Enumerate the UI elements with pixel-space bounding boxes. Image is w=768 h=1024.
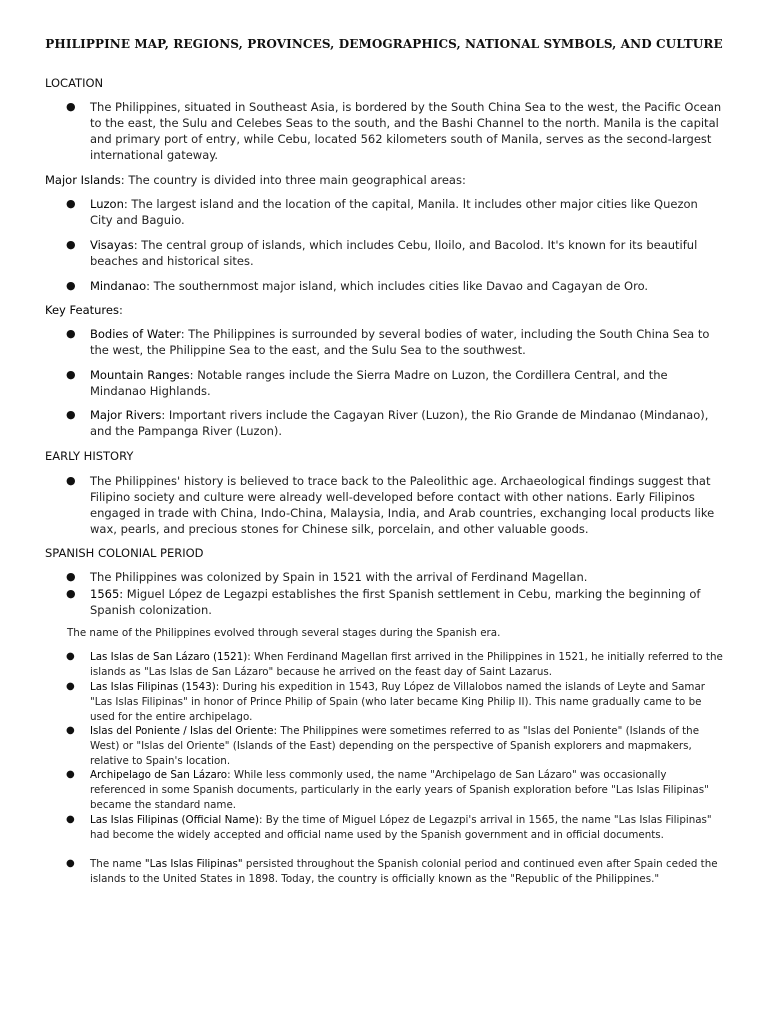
- bullet-icon: ●: [66, 279, 76, 292]
- bullet-text: : During his expedition in 1543, Ruy López de Villalobos named the islands of Leyte and Samar "Las Islas Filipinas" in honor of Prince Philip of Spain (who later became King Philip II). This name gradually came to be used for the entire archipelago.: [90, 681, 705, 723]
- list-item-official-name: [66, 813, 724, 843]
- document-title: PHILIPPINE MAP, REGIONS, PROVINCES, DEMOGRAPHICS, NATIONAL SYMBOLS, AND CULTURE: [45, 37, 723, 51]
- names-intro: The name of the Philippines evolved through several stages during the Spanish era.: [67, 627, 501, 639]
- list-item-mindanao: [66, 278, 724, 294]
- list-item-colonized: [66, 569, 724, 585]
- bullet-text: The Philippines' history is believed to trace back to the Paleolithic age. Archaeological findings suggest that Filipino society and culture were already well-developed before contact with other nations. Early Filipinos engaged in trade with China, Indo-China, Malaysia, India, and Arab countries, exchanging local products like wax, pearls, and precious stones for Chinese silk, porcelain, and other valuable goods.: [90, 474, 715, 536]
- bullet-text: : The central group of islands, which includes Cebu, Iloilo, and Bacolod. It's known for its beautiful beaches and historical sites.: [90, 238, 698, 268]
- bullet-icon: ●: [66, 651, 75, 662]
- bullet-icon: ●: [66, 474, 76, 487]
- key-features-text: :: [118, 303, 123, 317]
- list-item-mountain-ranges: [66, 367, 724, 399]
- term: Islas del Poniente / Islas del Oriente: [90, 725, 274, 737]
- term: "Las Islas Filipinas": [144, 858, 243, 870]
- bullet-text: : When Ferdinand Magellan first arrived in the Philippines in 1521, he initially referred to the islands as "Las Islas de San Lázaro" because he arrived on the feast day of Saint Lazarus.: [90, 651, 723, 678]
- bullet-text: Miguel López de Legazpi establishes the first Spanish settlement in Cebu, marking the beginning of Spanish colonization.: [90, 587, 701, 617]
- bullet-text: : The Philippines is surrounded by several bodies of water, including the South China Sea to the west, the Philippine Sea to the east, and the Sulu Sea to the southwest.: [90, 327, 710, 357]
- bullet-icon: ●: [66, 814, 75, 825]
- major-islands-text: : The country is divided into three main geographical areas:: [120, 173, 466, 187]
- term: Luzon: [90, 197, 124, 211]
- bullet-text: : The southernmost major island, which includes cities like Davao and Cagayan de Oro.: [146, 279, 649, 293]
- bullet-icon: ●: [66, 408, 76, 421]
- bullet-text: : The Philippines were sometimes referred to as "Islas del Poniente" (Islands of the West) or "Islas del Oriente" (Islands of the East) depending on the perspective of Spanish explorers and mapmakers, relative to Spain's location.: [90, 725, 700, 767]
- term: Bodies of Water: [90, 327, 181, 341]
- term: Las Islas Filipinas (1543): [90, 681, 216, 693]
- bullet-icon: ●: [66, 327, 76, 340]
- bullet-icon: ●: [66, 197, 76, 210]
- term: Archipelago de San Lázaro: [90, 769, 228, 781]
- bullet-text: : By the time of Miguel López de Legazpi's arrival in 1565, the name "Las Islas Filipinas" had become the widely accepted and official name used by the Spanish government and in official documents.: [90, 814, 712, 841]
- bullet-text: The Philippines, situated in Southeast Asia, is bordered by the South China Sea to the west, the Pacific Ocean to the east, the Sulu and Celebes Seas to the south, and the Bashi Channel to the north. Manila is the capital and primary port of entry, while Cebu, located 562 kilometers south of Manila, serves as the second-largest international gateway.: [90, 100, 722, 162]
- list-item-filipinas-1543: [66, 680, 724, 724]
- list-item-visayas: [66, 237, 724, 269]
- list-item-location: [66, 99, 724, 163]
- bullet-icon: ●: [66, 100, 76, 113]
- term: Las Islas Filipinas (Official Name): [90, 814, 259, 826]
- section-heading-location: LOCATION: [45, 76, 104, 90]
- list-item-luzon: [66, 196, 724, 228]
- term: Major Rivers: [90, 408, 162, 422]
- term: Mountain Ranges: [90, 368, 190, 382]
- term: Mindanao: [90, 279, 147, 293]
- term: 1565:: [90, 587, 124, 601]
- section-heading-early-history: EARLY HISTORY: [45, 449, 134, 463]
- bullet-icon: ●: [66, 587, 76, 600]
- term: Las Islas de San Lázaro (1521): [90, 651, 248, 663]
- term: Visayas: [90, 238, 134, 252]
- bullet-text-pre: The name: [90, 858, 145, 870]
- list-item-early-history: [66, 473, 724, 537]
- major-islands-intro: [45, 172, 725, 188]
- list-item-major-rivers: [66, 407, 724, 439]
- bullet-text: The Philippines was colonized by Spain in 1521 with the arrival of Ferdinand Magellan.: [90, 570, 588, 584]
- bullet-icon: ●: [66, 769, 75, 780]
- bullet-text: : Notable ranges include the Sierra Madre on Luzon, the Cordillera Central, and the Mindanao Highlands.: [90, 368, 668, 398]
- key-features-label: Key Features: [45, 303, 119, 317]
- list-item-persisted: [66, 857, 724, 887]
- bullet-icon: ●: [66, 238, 76, 251]
- bullet-icon: ●: [66, 725, 75, 736]
- list-item-san-lazaro-1521: [66, 650, 724, 680]
- bullet-icon: ●: [66, 681, 75, 692]
- bullet-icon: ●: [66, 570, 76, 583]
- bullet-text: : The largest island and the location of the capital, Manila. It includes other major cities like Quezon City and Baguio.: [90, 197, 698, 227]
- bullet-icon: ●: [66, 858, 75, 869]
- list-item-poniente-oriente: [66, 724, 724, 768]
- section-heading-spanish-colonial: SPANISH COLONIAL PERIOD: [45, 546, 204, 560]
- list-item-1565: [66, 586, 724, 618]
- major-islands-label: Major Islands: [45, 173, 121, 187]
- bullet-text: persisted throughout the Spanish colonial period and continued even after Spain ceded the islands to the United States in 1898. Today, the country is officially known as the "Republic of the Philippines.": [90, 858, 718, 885]
- list-item-archipelago-san-lazaro: [66, 768, 724, 812]
- bullet-text: : While less commonly used, the name "Archipelago de San Lázaro" was occasionally referenced in some Spanish documents, particularly in the early years of Spanish exploration before "Las Islas Filipinas" became the standard name.: [90, 769, 709, 811]
- list-item-bodies-of-water: [66, 326, 724, 358]
- key-features-intro: [45, 302, 725, 318]
- bullet-icon: ●: [66, 368, 76, 381]
- bullet-text: : Important rivers include the Cagayan River (Luzon), the Rio Grande de Mindanao (Mindanao), and the Pampanga River (Luzon).: [90, 408, 709, 438]
